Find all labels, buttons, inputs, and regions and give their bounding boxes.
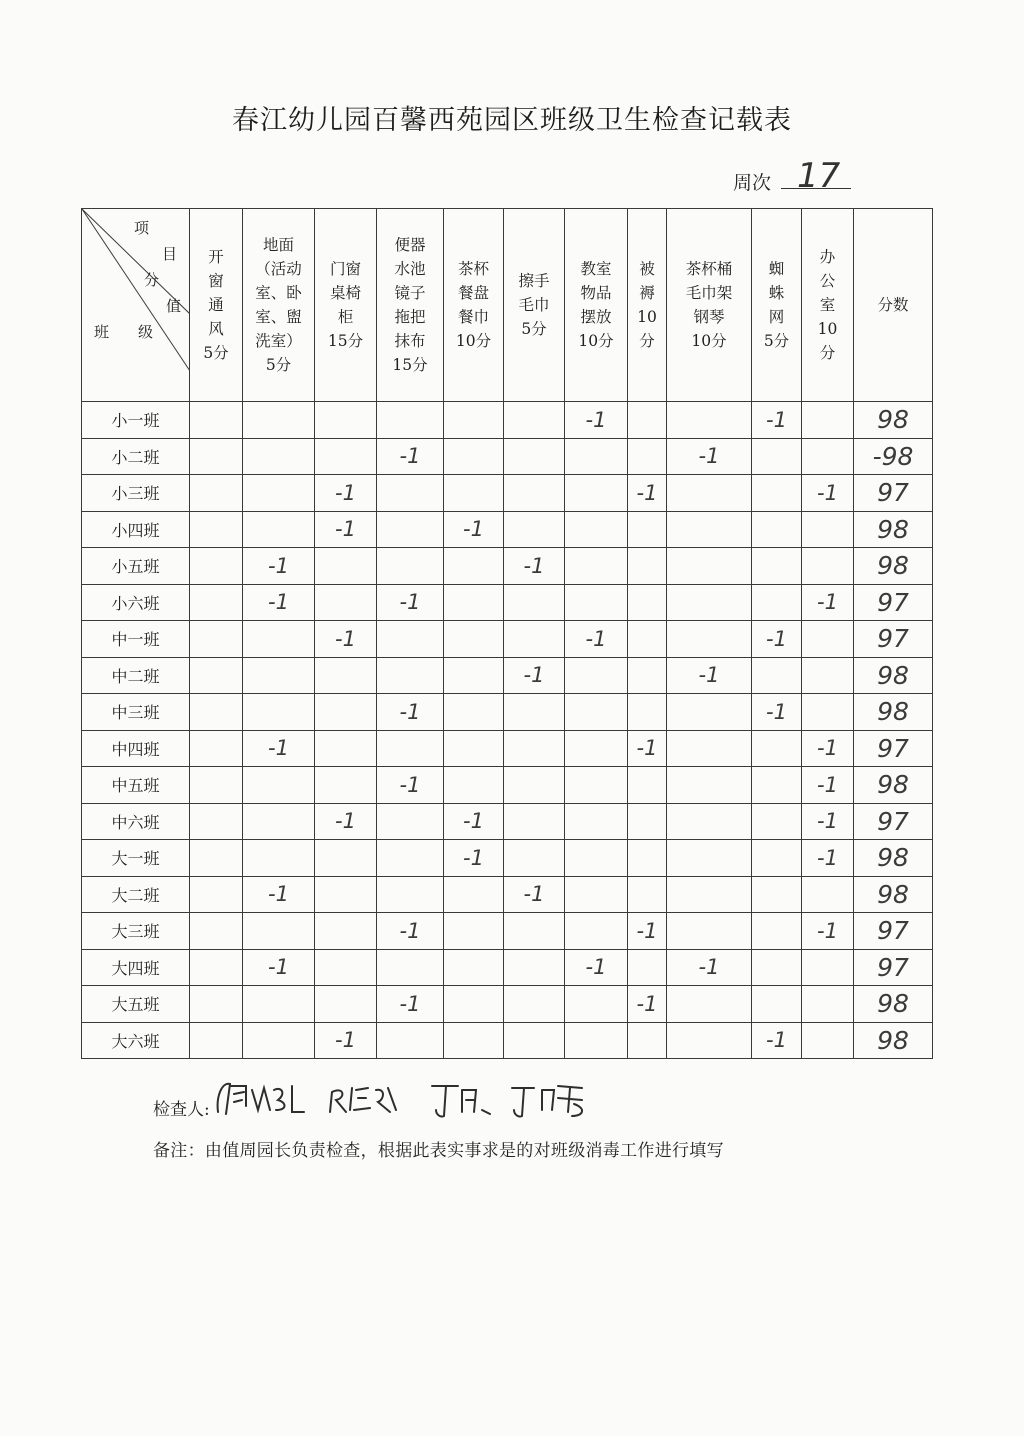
deduction-cell: -1: [504, 876, 565, 913]
deduction-cell: [667, 621, 752, 658]
deduction-cell: [190, 1022, 243, 1059]
deduction-cell: [444, 767, 504, 804]
deduction-cell: -1: [377, 694, 444, 731]
deduction-cell: [504, 986, 565, 1023]
class-name-cell: 大一班: [82, 840, 190, 877]
deduction-cell: [377, 730, 444, 767]
deduction-cell: [802, 402, 854, 439]
deduction-cell: [752, 840, 802, 877]
deduction-cell: [444, 548, 504, 585]
item-column-header: 蜘 蛛 网 5分: [752, 209, 802, 402]
deduction-cell: [504, 730, 565, 767]
deduction-cell: [802, 511, 854, 548]
deduction-cell: -1: [377, 767, 444, 804]
deduction-cell: [667, 730, 752, 767]
deduction-cell: [628, 621, 667, 658]
deduction-cell: -1: [628, 730, 667, 767]
table-row: [82, 475, 933, 512]
deduction-cell: [190, 840, 243, 877]
deduction-cell: [444, 438, 504, 475]
deduction-cell: [565, 438, 628, 475]
deduction-cell: -1: [802, 767, 854, 804]
class-name-cell: 大二班: [82, 876, 190, 913]
deduction-cell: [565, 511, 628, 548]
deduction-cell: [628, 511, 667, 548]
corner-class-char-2: 级: [138, 323, 154, 341]
deduction-cell: [628, 438, 667, 475]
deduction-cell: [315, 986, 377, 1023]
deduction-cell: [752, 913, 802, 950]
class-name-cell: 中三班: [82, 694, 190, 731]
deduction-cell: [377, 657, 444, 694]
score-cell: 98: [854, 657, 933, 694]
deduction-cell: [504, 840, 565, 877]
deduction-cell: [243, 913, 315, 950]
deduction-cell: -1: [377, 584, 444, 621]
item-column-header: 地面 （活动 室、卧 室、盥 洗室） 5分: [243, 209, 315, 402]
deduction-cell: [377, 876, 444, 913]
score-column-header: 分数: [854, 209, 933, 402]
deduction-cell: [504, 1022, 565, 1059]
table-row: [82, 657, 933, 694]
class-name-cell: 小二班: [82, 438, 190, 475]
table-row: [82, 803, 933, 840]
deduction-cell: [802, 657, 854, 694]
deduction-cell: [667, 913, 752, 950]
class-name-cell: 小三班: [82, 475, 190, 512]
deduction-cell: [565, 913, 628, 950]
deduction-cell: [377, 803, 444, 840]
deduction-cell: [243, 475, 315, 512]
deduction-cell: -1: [628, 986, 667, 1023]
deduction-cell: [628, 657, 667, 694]
deduction-cell: [628, 548, 667, 585]
deduction-cell: [377, 475, 444, 512]
corner-value-char-2: 值: [166, 297, 182, 315]
deduction-cell: -1: [667, 657, 752, 694]
table-row: [82, 949, 933, 986]
deduction-cell: [504, 803, 565, 840]
table-row: [82, 913, 933, 950]
deduction-cell: [752, 548, 802, 585]
score-cell: 98: [854, 1022, 933, 1059]
deduction-cell: [315, 438, 377, 475]
table-row: [82, 548, 933, 585]
item-column-header: 茶杯桶 毛巾架 钢琴 10分: [667, 209, 752, 402]
score-cell: 98: [854, 876, 933, 913]
deduction-cell: [628, 803, 667, 840]
deduction-cell: [628, 584, 667, 621]
deduction-cell: -1: [315, 511, 377, 548]
item-column-header: 门窗 桌椅 柜 15分: [315, 209, 377, 402]
class-name-cell: 大五班: [82, 986, 190, 1023]
deduction-cell: [628, 840, 667, 877]
class-name-cell: 小六班: [82, 584, 190, 621]
deduction-cell: [190, 730, 243, 767]
deduction-cell: [243, 657, 315, 694]
deduction-cell: [190, 657, 243, 694]
deduction-cell: [315, 694, 377, 731]
deduction-cell: [444, 657, 504, 694]
deduction-cell: [628, 694, 667, 731]
deduction-cell: [752, 584, 802, 621]
deduction-cell: [190, 986, 243, 1023]
deduction-cell: -1: [752, 694, 802, 731]
deduction-cell: -1: [752, 1022, 802, 1059]
deduction-cell: [667, 767, 752, 804]
item-column-header: 开 窗 通 风 5分: [190, 209, 243, 402]
class-name-cell: 中一班: [82, 621, 190, 658]
item-column-header: 茶杯 餐盘 餐巾 10分: [444, 209, 504, 402]
diagonal-header-cell: [82, 209, 190, 402]
deduction-cell: [190, 694, 243, 731]
table-row: [82, 438, 933, 475]
deduction-cell: [565, 548, 628, 585]
score-cell: -98: [854, 438, 933, 475]
table-row: [82, 1022, 933, 1059]
score-cell: 97: [854, 949, 933, 986]
deduction-cell: [667, 876, 752, 913]
deduction-cell: -1: [377, 913, 444, 950]
deduction-cell: [504, 511, 565, 548]
item-column-header: 被 褥 10 分: [628, 209, 667, 402]
deduction-cell: [565, 876, 628, 913]
deduction-cell: -1: [315, 803, 377, 840]
remark-note: 备注：由值周园长负责检查，根据此表实事求是的对班级消毒工作进行填写: [153, 1141, 724, 1161]
deduction-cell: [444, 730, 504, 767]
table-row: [82, 511, 933, 548]
deduction-cell: [243, 438, 315, 475]
deduction-cell: [504, 475, 565, 512]
deduction-cell: -1: [628, 913, 667, 950]
deduction-cell: [565, 584, 628, 621]
deduction-cell: -1: [667, 438, 752, 475]
deduction-cell: [752, 986, 802, 1023]
deduction-cell: [565, 694, 628, 731]
item-column-header: 办 公 室 10 分: [802, 209, 854, 402]
deduction-cell: [377, 949, 444, 986]
deduction-cell: -1: [565, 621, 628, 658]
deduction-cell: [243, 402, 315, 439]
deduction-cell: [444, 1022, 504, 1059]
table-row: [82, 730, 933, 767]
deduction-cell: [504, 402, 565, 439]
deduction-cell: [444, 402, 504, 439]
inspector-signatures: [212, 1076, 652, 1120]
class-name-cell: 中四班: [82, 730, 190, 767]
deduction-cell: [190, 949, 243, 986]
table-row: [82, 694, 933, 731]
deduction-cell: [752, 876, 802, 913]
deduction-cell: [667, 475, 752, 512]
deduction-cell: -1: [315, 621, 377, 658]
item-column-header: 擦手 毛巾 5分: [504, 209, 565, 402]
deduction-cell: [243, 986, 315, 1023]
deduction-cell: [504, 584, 565, 621]
deduction-cell: [565, 1022, 628, 1059]
week-field: [733, 158, 863, 194]
deduction-cell: [377, 402, 444, 439]
corner-item-char-2: 目: [162, 245, 178, 263]
deduction-cell: -1: [444, 511, 504, 548]
deduction-cell: [802, 986, 854, 1023]
deduction-cell: [444, 694, 504, 731]
deduction-cell: -1: [752, 621, 802, 658]
score-cell: 97: [854, 803, 933, 840]
class-name-cell: 中六班: [82, 803, 190, 840]
score-cell: 98: [854, 694, 933, 731]
class-name-cell: 小五班: [82, 548, 190, 585]
deduction-cell: [802, 694, 854, 731]
deduction-cell: [315, 657, 377, 694]
inspectors-label: 检查人:: [153, 1100, 210, 1120]
deduction-cell: [667, 986, 752, 1023]
deduction-cell: [504, 949, 565, 986]
score-cell: 97: [854, 913, 933, 950]
table-row: [82, 402, 933, 439]
corner-class-char-1: 班: [94, 323, 110, 341]
deduction-cell: [628, 876, 667, 913]
deduction-cell: -1: [565, 402, 628, 439]
class-name-cell: 大四班: [82, 949, 190, 986]
deduction-cell: [315, 402, 377, 439]
deduction-cell: [444, 913, 504, 950]
deduction-cell: [667, 694, 752, 731]
deduction-cell: [752, 475, 802, 512]
deduction-cell: [190, 511, 243, 548]
deduction-cell: [315, 949, 377, 986]
deduction-cell: [667, 548, 752, 585]
deduction-cell: [802, 949, 854, 986]
deduction-cell: [243, 803, 315, 840]
deduction-cell: [315, 767, 377, 804]
deduction-cell: [752, 803, 802, 840]
deduction-cell: [243, 511, 315, 548]
deduction-cell: [444, 986, 504, 1023]
deduction-cell: [315, 876, 377, 913]
table-row: [82, 986, 933, 1023]
deduction-cell: -1: [565, 949, 628, 986]
deduction-cell: [190, 913, 243, 950]
deduction-cell: [565, 986, 628, 1023]
class-name-cell: 小一班: [82, 402, 190, 439]
deduction-cell: -1: [802, 803, 854, 840]
score-cell: 97: [854, 730, 933, 767]
week-label: 周次: [733, 172, 772, 194]
deduction-cell: [565, 840, 628, 877]
deduction-cell: [190, 402, 243, 439]
table-row: [82, 621, 933, 658]
score-cell: 98: [854, 511, 933, 548]
deduction-cell: -1: [802, 913, 854, 950]
deduction-cell: [190, 584, 243, 621]
deduction-cell: -1: [243, 584, 315, 621]
deduction-cell: -1: [315, 475, 377, 512]
deduction-cell: [243, 767, 315, 804]
deduction-cell: [565, 730, 628, 767]
deduction-cell: [315, 548, 377, 585]
score-cell: 97: [854, 621, 933, 658]
deduction-cell: [628, 949, 667, 986]
deduction-cell: [667, 402, 752, 439]
deduction-cell: -1: [504, 657, 565, 694]
class-name-cell: 中二班: [82, 657, 190, 694]
score-cell: 97: [854, 584, 933, 621]
deduction-cell: -1: [752, 402, 802, 439]
deduction-cell: -1: [802, 840, 854, 877]
deduction-cell: [504, 694, 565, 731]
table-row: [82, 584, 933, 621]
deduction-cell: [504, 438, 565, 475]
deduction-cell: -1: [377, 986, 444, 1023]
table-header-row: [82, 209, 933, 402]
deduction-cell: [190, 475, 243, 512]
deduction-cell: [243, 694, 315, 731]
deduction-cell: [377, 840, 444, 877]
page-title: 春江幼儿园百馨西苑园区班级卫生检查记载表: [232, 105, 792, 136]
deduction-cell: [752, 657, 802, 694]
table-body: [82, 402, 933, 1059]
deduction-cell: [377, 1022, 444, 1059]
inspection-table: [81, 208, 933, 1059]
deduction-cell: [444, 621, 504, 658]
deduction-cell: [752, 438, 802, 475]
score-cell: 98: [854, 840, 933, 877]
deduction-cell: -1: [243, 548, 315, 585]
corner-item-char-1: 项: [134, 219, 150, 237]
score-cell: 98: [854, 986, 933, 1023]
deduction-cell: [565, 657, 628, 694]
deduction-cell: [444, 876, 504, 913]
deduction-cell: [377, 548, 444, 585]
deduction-cell: [190, 803, 243, 840]
deduction-cell: -1: [504, 548, 565, 585]
deduction-cell: [667, 803, 752, 840]
deduction-cell: -1: [628, 475, 667, 512]
deduction-cell: [628, 402, 667, 439]
deduction-cell: [444, 584, 504, 621]
deduction-cell: [377, 511, 444, 548]
item-column-header: 教室 物品 摆放 10分: [565, 209, 628, 402]
deduction-cell: [504, 621, 565, 658]
table-row: [82, 876, 933, 913]
week-value: 17: [797, 156, 841, 196]
deduction-cell: [190, 621, 243, 658]
deduction-cell: -1: [802, 475, 854, 512]
deduction-cell: [667, 1022, 752, 1059]
deduction-cell: [802, 876, 854, 913]
deduction-cell: [315, 840, 377, 877]
deduction-cell: -1: [377, 438, 444, 475]
score-cell: 98: [854, 767, 933, 804]
deduction-cell: [802, 438, 854, 475]
score-cell: 98: [854, 402, 933, 439]
deduction-cell: [190, 438, 243, 475]
table-row: [82, 840, 933, 877]
corner-value-char-1: 分: [144, 271, 160, 289]
item-column-header: 便器 水池 镜子 拖把 抹布 15分: [377, 209, 444, 402]
deduction-cell: [444, 949, 504, 986]
deduction-cell: -1: [444, 840, 504, 877]
deduction-cell: [667, 511, 752, 548]
deduction-cell: -1: [667, 949, 752, 986]
class-name-cell: 大三班: [82, 913, 190, 950]
deduction-cell: -1: [243, 876, 315, 913]
deduction-cell: [565, 475, 628, 512]
deduction-cell: [243, 840, 315, 877]
deduction-cell: [667, 584, 752, 621]
deduction-cell: [565, 767, 628, 804]
deduction-cell: [377, 621, 444, 658]
deduction-cell: -1: [802, 584, 854, 621]
inspectors-line: [153, 1080, 652, 1120]
deduction-cell: -1: [243, 949, 315, 986]
deduction-cell: -1: [444, 803, 504, 840]
deduction-cell: [243, 1022, 315, 1059]
deduction-cell: [504, 767, 565, 804]
deduction-cell: [667, 840, 752, 877]
deduction-cell: [752, 949, 802, 986]
deduction-cell: [190, 876, 243, 913]
class-name-cell: 小四班: [82, 511, 190, 548]
deduction-cell: [315, 913, 377, 950]
class-name-cell: 大六班: [82, 1022, 190, 1059]
deduction-cell: -1: [802, 730, 854, 767]
deduction-cell: [565, 803, 628, 840]
deduction-cell: [802, 621, 854, 658]
score-cell: 98: [854, 548, 933, 585]
deduction-cell: [628, 767, 667, 804]
deduction-cell: [752, 730, 802, 767]
deduction-cell: [315, 584, 377, 621]
class-name-cell: 中五班: [82, 767, 190, 804]
deduction-cell: [802, 548, 854, 585]
deduction-cell: [190, 548, 243, 585]
deduction-cell: [315, 730, 377, 767]
deduction-cell: [628, 1022, 667, 1059]
deduction-cell: -1: [243, 730, 315, 767]
deduction-cell: [190, 767, 243, 804]
deduction-cell: [752, 767, 802, 804]
deduction-cell: [752, 511, 802, 548]
deduction-cell: [504, 913, 565, 950]
deduction-cell: -1: [315, 1022, 377, 1059]
score-cell: 97: [854, 475, 933, 512]
deduction-cell: [444, 475, 504, 512]
deduction-cell: [243, 621, 315, 658]
deduction-cell: [802, 1022, 854, 1059]
table-row: [82, 767, 933, 804]
